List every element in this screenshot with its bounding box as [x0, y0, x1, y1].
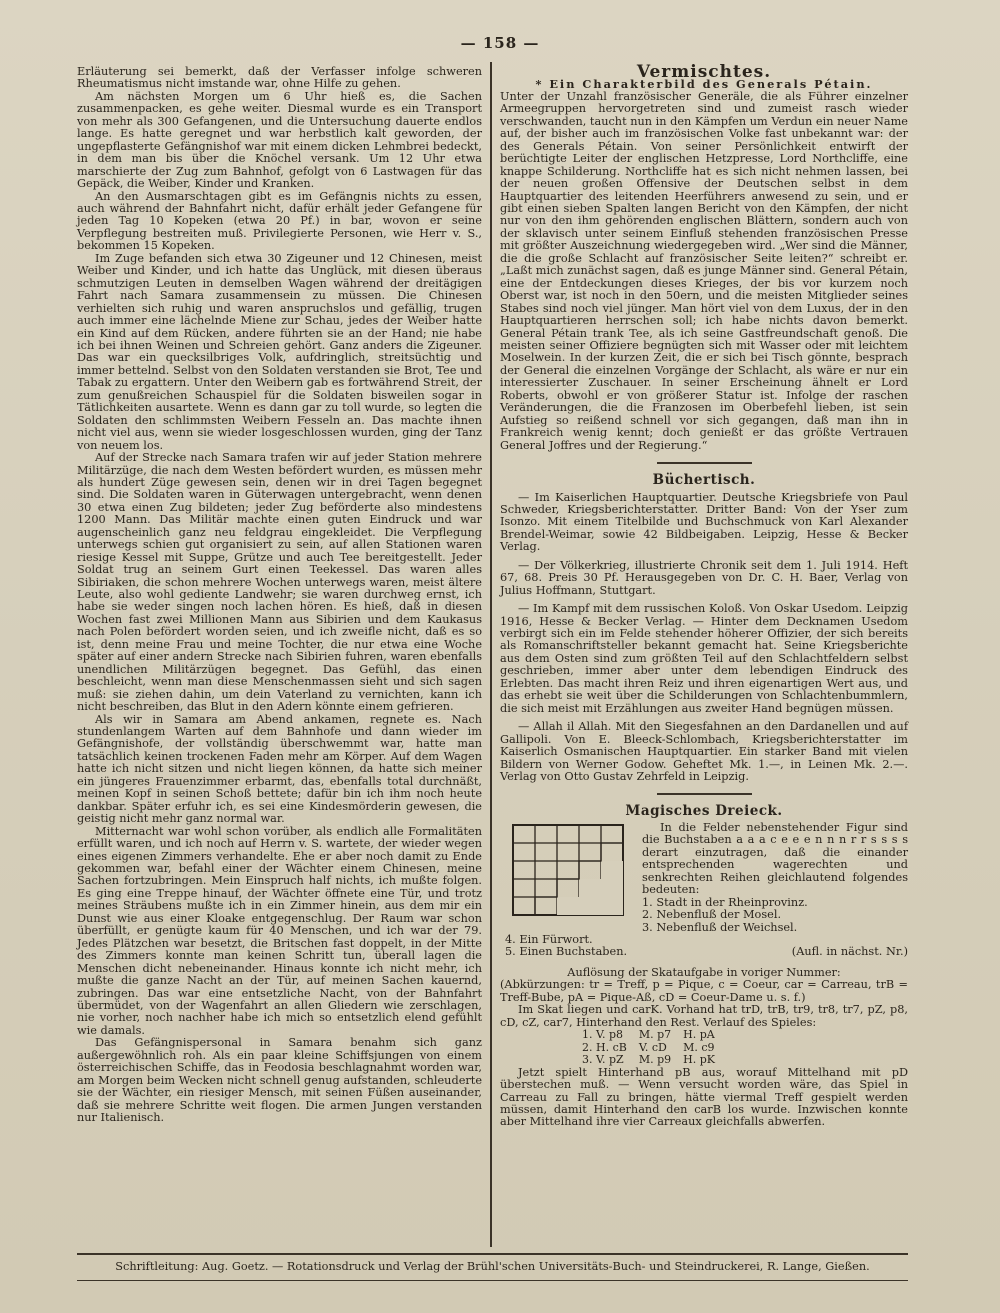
solution-note: (Aufl. in nächst. Nr.) [791, 945, 908, 959]
skat-moves-table [582, 1029, 727, 1067]
paragraph: Als wir in Samara am Abend ankamen, regnete es. Nach stundenlangem Warten auf dem Bahnhofe und dann wieder im Gefängnishofe, der vollständig überschwemmt war, hatte man tatsächlich keinen trockenen Faden mehr am Körper. Auf dem Wagen hatte ich nicht sitzen und nicht liegen können, da hatte sich meiner ein jüngeres Frauenzimmer erbarmt, das, ebenfalls total durchnäßt, meinen Kopf in seinen Schoß bettete; dafür bin ich ihm noch heute dankbar. Später erfuhr ich, es sei eine Kindesmörderin gewesen, die geistig nicht mehr ganz normal war. [77, 712, 482, 826]
footer-rule [77, 1280, 908, 1281]
table-cell: M. c9 [683, 1040, 715, 1054]
paragraph: Das Gefängnispersonal in Samara benahm sich ganz außergewöhnlich roh. Als ein paar kleine Schiffsjungen von einem österreichischen Schiffe, das in Feodosia beschlagnahmt worden war, am Morgen beim Wecken nicht schnell genug aufstanden, schleuderte sie der Wächter, ein riesiger Mensch, mit seinen Füßen auseinander, daß sie mehrere Schritte weit flogen. Die armen Jungen verstanden nur Italienisch. [77, 1036, 482, 1125]
skat-heading: Auflösung der Skataufgabe in voriger Nummer: [567, 965, 841, 979]
paragraph: An den Ausmarschtagen gibt es im Gefängnis nichts zu essen, auch während der Bahnfahrt nicht, dafür erhält jeder Gefangene für jeden Tag 10 Kopeken (etwa 20 Pf.) in bar, wovon er seine Verpflegung bestreiten muß. Privilegierte Personen, wie Herr v. S., bekommen 15 Kopeken. [77, 189, 482, 253]
book-entry: — Im Kampf mit dem russischen Koloß. Von Oskar Usedom. Leipzig 1916, Hesse & Becker Verlag. — Hinter dem Decknamen Usedom verbirgt sich ein im Felde stehender höherer Offizier, der sich bereits als Romanschriftsteller bekannt gemacht hat. Seine Kriegsberichte aus dem Osten sind zum größten Teil auf den Schlachtfeldern selbst geschrieben, immer aber unter dem lebendigen Eindruck des Erlebten. Das macht ihren Reiz und ihren eigenartigen Wert aus, und das erhebt sie weit über die Schilderungen von Schlachtenbummlern, die sich meist mit Erzählungen aus zweiter Hand begnügen müssen. [500, 602, 908, 715]
article-body: Unter der Unzahl französischer Generäle, die als Führer einzelner Armeegruppen hervorgetreten sind und zumeist rasch wieder verschwanden, taucht nun in den Kämpfen um Verdun ein neuer Name auf, der bisher auch im französischen Volke fast unbekannt war: der des Generals Pétain. Von seiner Persönlichkeit entwirft der berüchtigte Leiter der englischen Hetzpresse, Lord Northcliffe, eine knappe Schilderung. Northcliffe hat es sich nicht nehmen lassen, bei der neuen großen Offensive der Deutschen selbst in dem Hauptquartier des leitenden Heerführers anwesend zu sein, und er gibt einen sieben Spalten langen Bericht von den Kämpfen, der nicht nur von den ihm gehörenden englischen Blättern, sondern auch von der sklavisch unter seinem Einfluß stehenden französischen Presse mit größter Auszeichnung wiedergegeben wird. „Wer sind die Männer, die die große Schlacht auf französischer Seite leiten?“ schreibt er. „Laßt mich zunächst sagen, daß es junge Männer sind. General Pétain, eine der Entdeckungen dieses Krieges, der bis vor kurzem noch Oberst war, ist noch in den 50ern, und die meisten Mitglieder seines Stabes sind noch viel jünger. Man hört viel von dem Luxus, der in den Hauptquartieren herrschen soll; ich habe nichts davon bemerkt. General Pétain trank Tee, als ich seine Gastfreundschaft genoß. Die meisten seiner Offiziere begnügten sich mit Wasser oder mit leichtem Moselwein. In der kurzen Zeit, die er sich bei Tisch gönnte, besprach der General die einzelnen Vorgänge der Schlacht, als wäre er nur ein interessierter Zuschauer. In seiner Erscheinung ähnelt er Lord Roberts, obwohl er von größerer Statur ist. Infolge der raschen Veränderungen, die die Franzosen im Oberbefehl lieben, ist sein Aufstieg so reißend schnell vor sich gegangen, daß man ihn in Frankreich wenig kennt; doch genießt er das größte Vertrauen General Joffres und der Regierung.“ [500, 89, 908, 452]
puzzle-intro: In die Felder nebenstehender Figur sind die Buchstaben a a a c e e e n n n r r s s s s derart einzutragen, daß die einander entsprechenden wagerechten und senkrechten Reihen gleichlautend folgendes bedeuten: [642, 820, 908, 897]
puzzle-clue [500, 946, 908, 958]
puzzle-clue-text: 5. Einen Buchstaben. [505, 945, 628, 959]
section-heading-buecher: Büchertisch. [652, 472, 756, 489]
section-heading-vermischtes: Vermischtes. [636, 62, 772, 82]
skat-setup: Im Skat liegen und carK. Vorhand hat trD, trB, tr9, tr8, tr7, pZ, p8, cD, cZ, car7, Hinterhand den Rest. Verlauf des Spieles: [500, 1003, 908, 1029]
article-subtitle: * Ein Charakterbild des Generals Pétain. [535, 77, 873, 92]
table-cell: 3. V. pZ [582, 1053, 624, 1067]
paragraph: Erläuterung sei bemerkt, daß der Verfasser infolge schweren Rheumatismus nicht imstande war, ohne Hilfe zu gehen. [77, 65, 482, 91]
magic-triangle-grid [510, 822, 630, 922]
paragraph: Im Zuge befanden sich etwa 30 Zigeuner und 12 Chinesen, meist Weiber und Kinder, und ich hatte das Unglück, mit diesen überaus schmutzigen Leuten in demselben Wagen während der dreitägigen Fahrt nach Samara zusammensein zu müssen. Die Chinesen verhielten sich ruhig und waren anspruchslos und gefällig, trugen auch immer eine lächelnde Miene zur Schau, jedes der Weiber hatte ein Kind auf dem Rücken, andere führten sie an der Hand; nie habe ich bei ihnen Weinen und Schreien gehört. Ganz anders die Zigeuner. Das war ein quecksilbriges Volk, aufdringlich, streitsüchtig und immer bettelnd. Selbst von den Soldaten verstanden sie Brot, Tee und Tabak zu ergattern. Unter den Weibern gab es fortwährend Streit, der zum genußreichen Schauspiel für die Soldaten bisweilen sogar in Tätlichkeiten ausartete. Wenn es dann gar zu toll wurde, so legten die Soldaten den schlimmsten Weibern Fesseln an. Das machte ihnen nicht viel aus, wenn sie wieder losgeschlossen wurden, ging der Tanz von neuem los. [77, 251, 482, 452]
left-column [77, 66, 482, 1125]
paragraph: Mitternacht war wohl schon vorüber, als endlich alle Formalitäten erfüllt waren, und ich noch auf Herrn v. S. wartete, der wieder wegen eines eigenen Zimmers verhandelte. Ehe er aber noch damit zu Ende gekommen war, befahl einer der Wächter einem Chinesen, meine Sachen fortzubringen. Mein Einspruch half nichts, ich mußte folgen. Es ging eine Treppe hinauf, der Wächter öffnete eine Tür, und trotz meines Sträubens mußte ich in ein Zimmer hinein, aus dem mir ein Dunst wie aus einer Kloake entgegenschlug. Der Raum war schon überfüllt, er genügte kaum für 40 Menschen, und ich war der 79. Jedes Plätzchen war besetzt, die Britschen fast doppelt, in der Mitte des Zimmers konnte man keinen Schritt tun, überall lagen die Menschen dicht nebeneinander. Hinaus konnte ich nicht mehr, ich mußte die ganze Nacht an der Tür, auf meinen Sachen kauernd, zubringen. Das war eine entsetzliche Nacht, von der Bahnfahrt übermüdet, von der Wagenfahrt an allen Gliedern wie zerschlagen, nie vorher, noch nachher habe ich mich so entsetzlich elend gefühlt wie damals. [77, 824, 482, 1037]
table-cell: 2. H. cB [582, 1040, 627, 1054]
section-divider [657, 462, 752, 464]
table-cell: 1. V. p8 [582, 1028, 624, 1042]
table-cell: V. cD [638, 1040, 667, 1054]
table-cell: H. pA [683, 1028, 715, 1042]
puzzle-clue: 2. Nebenfluß der Mosel. [642, 908, 782, 922]
footer-rule [77, 1253, 908, 1255]
section-heading-raetsel: Magisches Dreieck. [625, 803, 783, 820]
page-number: — 158 — [460, 34, 540, 52]
section-divider [657, 793, 752, 795]
table-cell: M. p9 [638, 1053, 672, 1067]
table-row [582, 1054, 727, 1067]
puzzle-clue: 1. Stadt in der Rheinprovinz. [642, 895, 808, 909]
book-entry: — Der Völkerkrieg, illustrierte Chronik seit dem 1. Juli 1914. Heft 67, 68. Preis 30 Pf. Herausgegeben von Dr. C. H. Baer, Verlag von Julius Hoffmann, Stuttgart. [500, 558, 908, 597]
table-row [582, 1029, 727, 1042]
puzzle-clue: 3. Nebenfluß der Weichsel. [642, 920, 798, 934]
paragraph: Auf der Strecke nach Samara trafen wir auf jeder Station mehrere Militärzüge, die nach dem Westen befördert wurden, es müssen mehr als hundert Züge gewesen sein, denen wir in drei Tagen begegnet sind. Die Soldaten waren in Güterwagen untergebracht, wenn denen 30 etwa einen Zug bildeten; jeder Zug beförderte also mindestens 1200 Mann. Das Militär machte einen guten Eindruck und war augenscheinlich ganz neu feldgrau eingekleidet. Die Verpflegung unterwegs schien gut organisiert zu sein, auf allen Stationen waren riesige Kessel mit Suppe, Grütze und auch Tee bereitgestellt. Jeder Soldat trug an seinem Gurt einen Teekessel. Das waren alles Sibiriaken, die schon mehrere Wochen unterwegs waren, meist ältere Leute, also wohl gediente Landwehr; sie waren durchweg ernst, ich habe sie weder singen noch lachen hören. Es hieß, daß in diesen Wochen fast zwei Millionen Mann aus Sibirien und dem Kaukasus nach Polen befördert worden seien, und ich zweifle nicht, daß es so ist, denn meine Frau und meine Tochter, die nur etwa eine Woche später auf einer andern Strecke nach Sibirien fuhren, waren ebenfalls unendlichen Militärzügen begegnet. Das Gefühl, das einen beschleicht, wenn man diese Menschenmassen sieht und sich sagen muß: sie ziehen dahin, um dein Vaterland zu vernichten, kann ich nicht beschreiben, das Blut in den Adern könnte einem gefrieren. [77, 451, 482, 714]
paragraph: Am nächsten Morgen um 6 Uhr hieß es, die Sachen zusammenpacken, es gehe weiter. Diesmal wurde es ein Transport von mehr als 300 Gefangenen, und die Untersuchung dauerte endlos lange. Es hatte geregnet und war herbstlich kalt geworden, der ungepflasterte Gefängnishof war mit einem dicken Lehmbrei bedeckt, in dem man bis über die Knöchel versank. Um 12 Uhr etwa marschierte der Zug zum Bahnhof, gefolgt von 6 Lastwagen für das Gepäck, die Weiber, Kinder und Kranken. [77, 89, 482, 191]
table-cell: H. pK [683, 1053, 715, 1067]
book-entry: — Im Kaiserlichen Hauptquartier. Deutsche Kriegsbriefe von Paul Schweder, Kriegsberichterstatter. Dritter Band: Von der Yser zum Isonzo. Mit einem Titelbilde und Buchschmuck von Karl Alexander Brendel-Weimar, sowie 42 Bildbeigaben. Leipzig, Hesse & Becker Verlag. [500, 490, 908, 554]
triangle-grid-figure [510, 822, 630, 922]
book-entry: — Allah il Allah. Mit den Siegesfahnen an den Dardanellen und auf Gallipoli. Von E. Bleeck-Schlombach, Kriegsberichterstatter im Kaiserlich Osmanischen Hauptquartier. Ein starker Band mit vielen Bildern von Werner Godow. Geheftet Mk. 1.—, in Leinen Mk. 2.—. Verlag von Otto Gustav Zehrfeld in Leipzig. [500, 720, 908, 784]
right-column [500, 62, 908, 1129]
puzzle-clue: 4. Ein Fürwort. [505, 933, 593, 946]
imprint-footer: Schriftleitung: Aug. Goetz. — Rotationsdruck und Verlag der Brühl'schen Universitäts-Buch- und Steindruckerei, R. Lange, Gießen. [115, 1260, 870, 1273]
table-cell: M. p7 [638, 1028, 672, 1042]
column-divider [490, 62, 492, 1247]
skat-conclusion: Jetzt spielt Hinterhand pB aus, worauf Mittelhand mit pD überstechen muß. — Wenn versucht worden wäre, das Spiel in Carreau zu Fall zu bringen, hätte viermal Treff gespielt werden müssen, damit Hinterhand den carB los wurde. Inzwischen konnte aber Mittelhand ihre vier Carreaux gleichfalls abwerfen. [500, 1065, 908, 1129]
skat-abbreviations: (Abkürzungen: tr = Treff, p = Pique, c = Coeur, car = Carreau, trB = Treff-Bube, pA = Pique-Aß, cD = Coeur-Dame u. s. f.) [500, 978, 908, 1004]
